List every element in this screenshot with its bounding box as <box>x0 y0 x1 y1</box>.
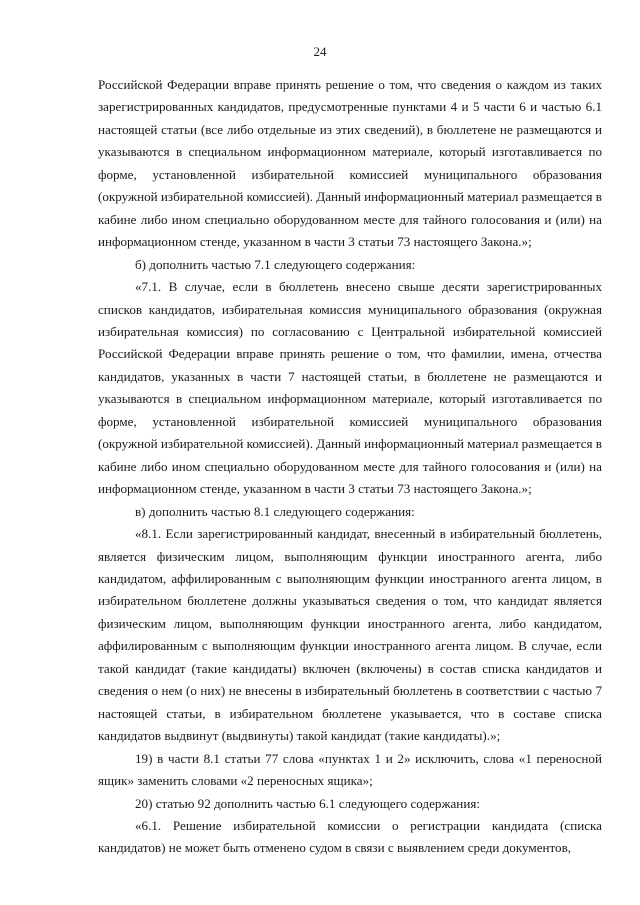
paragraph-item-v: в) дополнить частью 8.1 следующего содержания: <box>135 503 415 519</box>
document-body <box>98 74 602 860</box>
paragraph-item-b: б) дополнить частью 7.1 следующего содержания: <box>135 256 416 272</box>
paragraph-continuation: Российской Федерации вправе принять решение о том, что сведения о каждом из таких зарегистрированных кандидатов, предусмотренные пунктами 4 и 5 части 6 и частью 6.1 настоящей статьи (все либо отдельные из этих сведений), в бюллетене не размещаются и указываются в специальном информационном материале, который изготавливается по форме, установленной избирательной комиссией муниципального образования (окружной избирательной комиссией). Данный информационный материал размещается в кабине либо ином специально оборудованном месте для тайного голосования и (или) на информационном стенде, указанном в части 3 статьи 73 настоящего Закона.»; <box>98 77 602 250</box>
paragraph-item-20: 20) статью 92 дополнить частью 6.1 следующего содержания: <box>135 795 480 811</box>
page-number: 24 <box>313 44 327 59</box>
paragraph-part-6-1: «6.1. Решение избирательной комиссии о регистрации кандидата (списка кандидатов) не может быть отменено судом в связи с выявлением среди документов, <box>98 817 602 856</box>
paragraph-item-19: 19) в части 8.1 статьи 77 слова «пунктах 1 и 2» исключить, слова «1 переносной ящик» заменить словами «2 переносных ящика»; <box>98 750 602 789</box>
paragraph-part-7-1: «7.1. В случае, если в бюллетень внесено свыше десяти зарегистрированных списков кандидатов, избирательная комиссия муниципального образования (окружная избирательная комиссия) по согласованию с Центральной избирательной комиссией Российской Федерации вправе принять решение о том, что фамилии, имена, отчества кандидатов, указанных в части 7 настоящей статьи, в бюллетене не размещаются и указываются в специальном информационном материале, который изготавливается по форме, установленной избирательной комиссией муниципального образования (окружной избирательной комиссией). Данный информационный материал размещается в кабине либо ином специально оборудованном месте для тайного голосования и (или) на информационном стенде, указанном в части 3 статьи 73 настоящего Закона.»; <box>98 279 602 497</box>
paragraph-part-8-1: «8.1. Если зарегистрированный кандидат, внесенный в избирательный бюллетень, является физическим лицом, выполняющим функции иностранного агента, либо кандидатом, аффилированным с выполняющим функции иностранного агента лицом, в избирательном бюллетене должны указываться сведения о том, что кандидат является физическим лицом, выполняющим функции иностранного агента, либо кандидатом, аффилированным с выполняющим функции иностранного агента лицом. В случае, если такой кандидат (такие кандидаты) включен (включены) в состав списка кандидатов и сведения о нем (о них) не внесены в избирательный бюллетень в соответствии с частью 7 настоящей статьи, в избирательном бюллетене указывается, что в составе списка кандидатов выдвинут (выдвинуты) такой кандидат (такие кандидаты).»; <box>98 526 602 744</box>
